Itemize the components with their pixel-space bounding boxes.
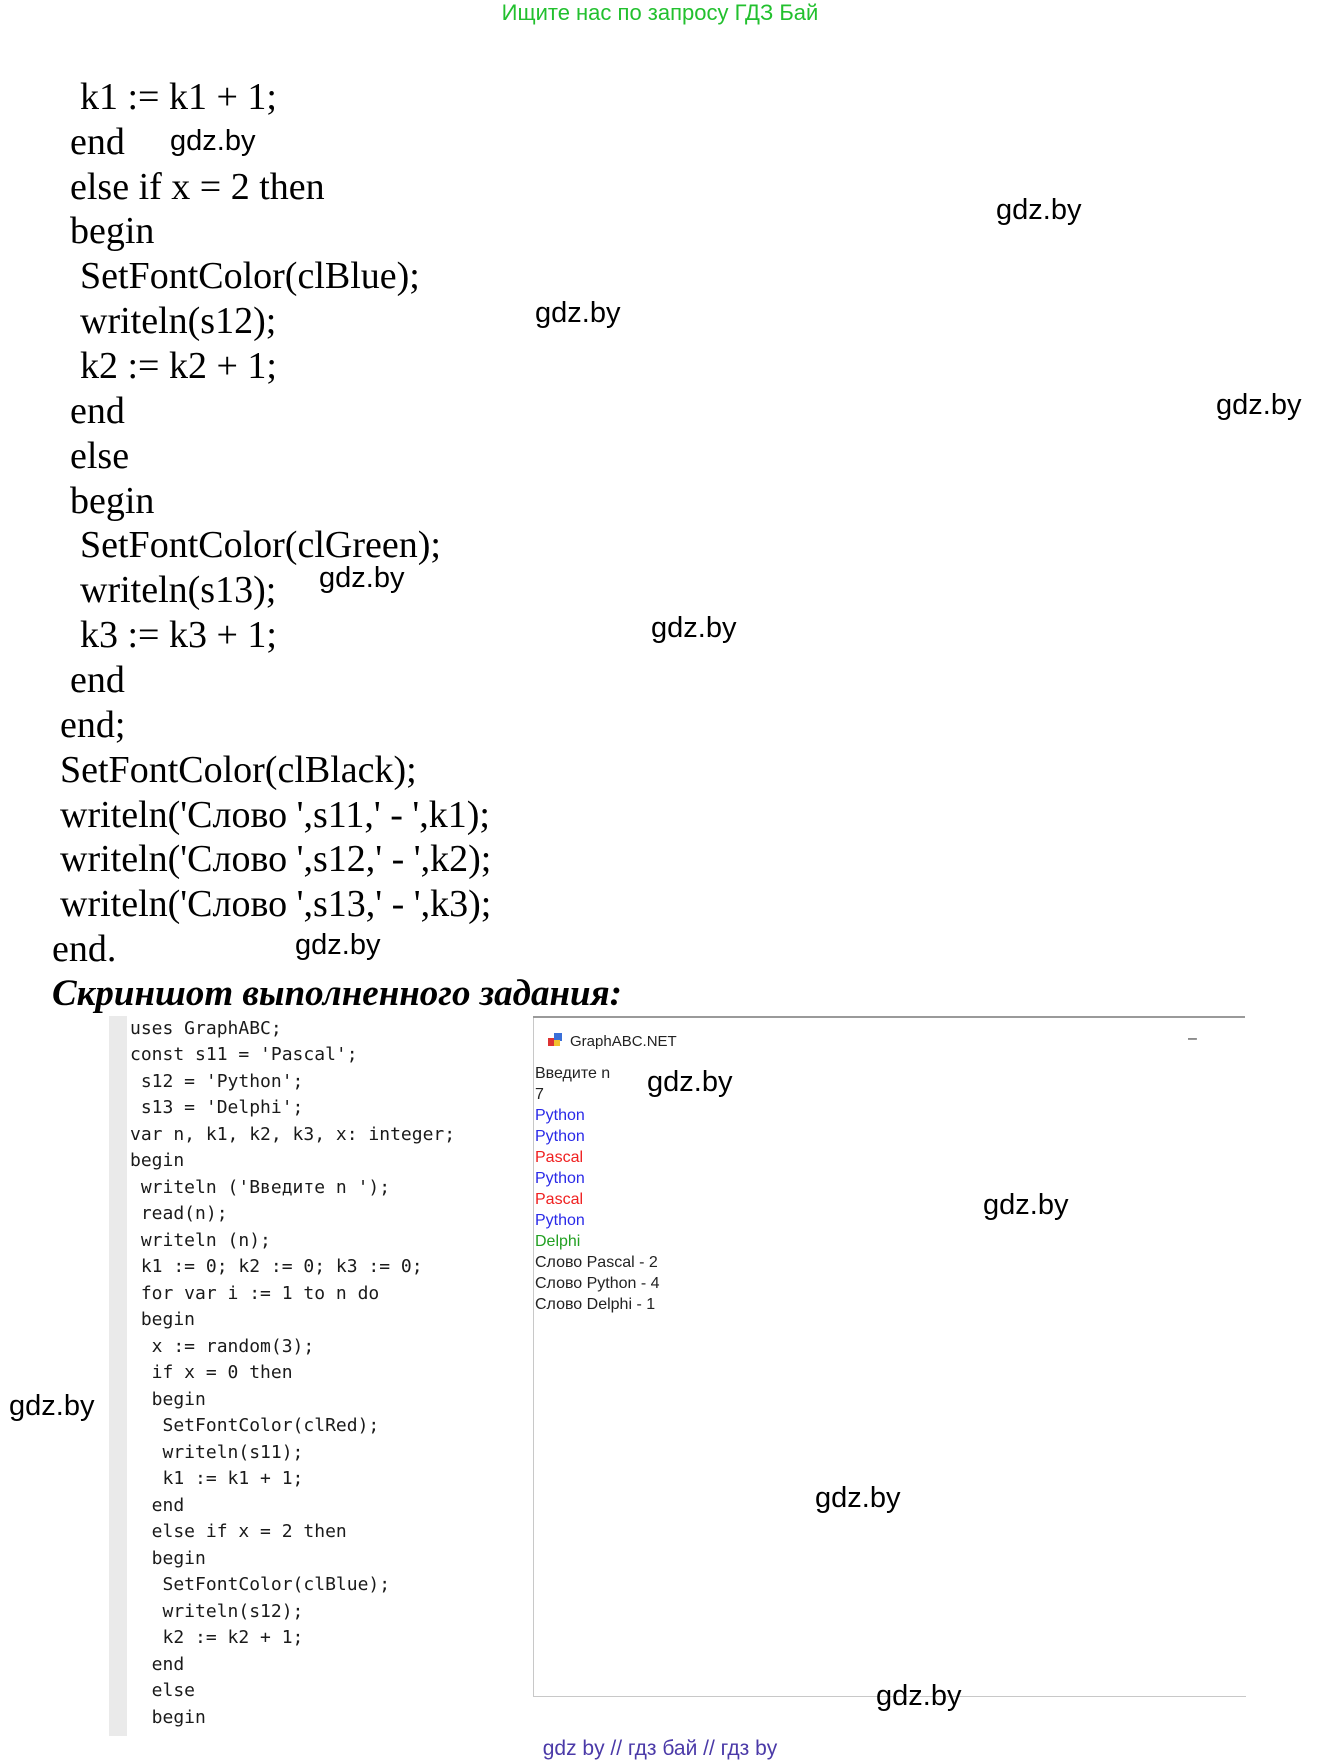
- ide-line: begin: [130, 1389, 206, 1410]
- ide-line: k2 := k2 + 1;: [130, 1627, 304, 1648]
- watermark: gdz.by: [876, 1680, 962, 1712]
- watermark: gdz.by: [319, 562, 405, 594]
- output-line: Введите n: [535, 1065, 611, 1082]
- code-line: SetFontColor(clBlue);: [80, 255, 420, 297]
- code-line: end;: [60, 704, 126, 746]
- code-line: else if x = 2 then: [70, 166, 325, 208]
- search-hint-link[interactable]: Ищите нас по запросу ГДЗ Бай: [501, 0, 819, 25]
- watermark: gdz.by: [1216, 389, 1302, 421]
- code-line: writeln(s12);: [80, 300, 277, 342]
- ide-line: var n, k1, k2, k3, x: integer;: [130, 1124, 456, 1145]
- watermark: gdz.by: [996, 194, 1082, 226]
- footer-links[interactable]: gdz by // гдз бай // гдз by: [542, 1737, 778, 1760]
- code-line: end.: [52, 928, 117, 970]
- ide-line: if x = 0 then: [130, 1362, 293, 1383]
- ide-line: k1 := k1 + 1;: [130, 1468, 304, 1489]
- output-line: Pascal: [535, 1191, 584, 1208]
- code-line: end: [70, 659, 125, 701]
- ide-line: begin: [130, 1309, 196, 1330]
- code-line: SetFontColor(clBlack);: [60, 749, 417, 791]
- minimize-button[interactable]: –: [1188, 1030, 1197, 1047]
- screenshot-caption: Скриншот выполненного задания:: [52, 973, 622, 1014]
- output-line: Слово Delphi - 1: [535, 1296, 656, 1313]
- ide-line: read(n);: [130, 1203, 228, 1224]
- watermark: gdz.by: [295, 929, 381, 961]
- code-line: writeln('Слово ',s12,' - ',k2);: [60, 838, 492, 880]
- ide-line: else: [130, 1680, 196, 1701]
- code-line: writeln('Слово ',s11,' - ',k1);: [60, 794, 490, 836]
- code-line: begin: [70, 480, 155, 522]
- code-line: end: [70, 390, 125, 432]
- ide-line: uses GraphABC;: [130, 1018, 282, 1039]
- code-line: else: [70, 435, 130, 477]
- ide-line: writeln (n);: [130, 1230, 271, 1251]
- output-line: Слово Python - 4: [535, 1275, 660, 1292]
- ide-line: end: [130, 1495, 185, 1516]
- watermark: gdz.by: [535, 297, 621, 329]
- app-icon: [548, 1033, 563, 1048]
- ide-line: x := random(3);: [130, 1336, 315, 1357]
- ide-line: writeln ('Введите n ');: [130, 1177, 391, 1198]
- output-line: Pascal: [535, 1149, 584, 1166]
- ide-line: else if x = 2 then: [130, 1521, 347, 1542]
- output-line: Python: [535, 1170, 585, 1187]
- ide-line: for var i := 1 to n do: [130, 1283, 380, 1304]
- output-line: Python: [535, 1107, 585, 1124]
- code-line: k2 := k2 + 1;: [80, 345, 277, 387]
- ide-line: SetFontColor(clRed);: [130, 1415, 380, 1436]
- ide-line: const s11 = 'Pascal';: [130, 1044, 358, 1065]
- output-line: 7: [535, 1086, 544, 1103]
- code-line: end: [70, 121, 125, 163]
- watermark: gdz.by: [651, 612, 737, 644]
- code-line: SetFontColor(clGreen);: [80, 524, 441, 566]
- code-line: k3 := k3 + 1;: [80, 614, 277, 656]
- ide-line: begin: [130, 1707, 206, 1728]
- watermark: gdz.by: [9, 1390, 95, 1422]
- window-title: GraphABC.NET: [570, 1033, 677, 1050]
- ide-line: writeln(s11);: [130, 1442, 304, 1463]
- code-line: begin: [70, 210, 155, 252]
- output-line: Python: [535, 1212, 585, 1229]
- ide-line: k1 := 0; k2 := 0; k3 := 0;: [130, 1256, 423, 1277]
- code-line: k1 := k1 + 1;: [80, 76, 277, 118]
- output-line: Delphi: [535, 1233, 581, 1250]
- output-line: Python: [535, 1128, 585, 1145]
- code-line: writeln('Слово ',s13,' - ',k3);: [60, 883, 492, 925]
- watermark: gdz.by: [815, 1482, 901, 1514]
- ide-line: s12 = 'Python';: [130, 1071, 304, 1092]
- ide-line: begin: [130, 1548, 206, 1569]
- graphabc-window: [533, 1016, 1246, 1697]
- code-line: writeln(s13);: [80, 569, 277, 611]
- watermark: gdz.by: [170, 125, 256, 157]
- ide-line: writeln(s12);: [130, 1601, 304, 1622]
- ide-line: SetFontColor(clBlue);: [130, 1574, 391, 1595]
- ide-line: begin: [130, 1150, 185, 1171]
- ide-line: s13 = 'Delphi';: [130, 1097, 304, 1118]
- ide-line: end: [130, 1654, 185, 1675]
- watermark: gdz.by: [983, 1189, 1069, 1221]
- output-line: Слово Pascal - 2: [535, 1254, 658, 1271]
- watermark: gdz.by: [647, 1066, 733, 1098]
- window-border: [533, 1016, 1245, 1018]
